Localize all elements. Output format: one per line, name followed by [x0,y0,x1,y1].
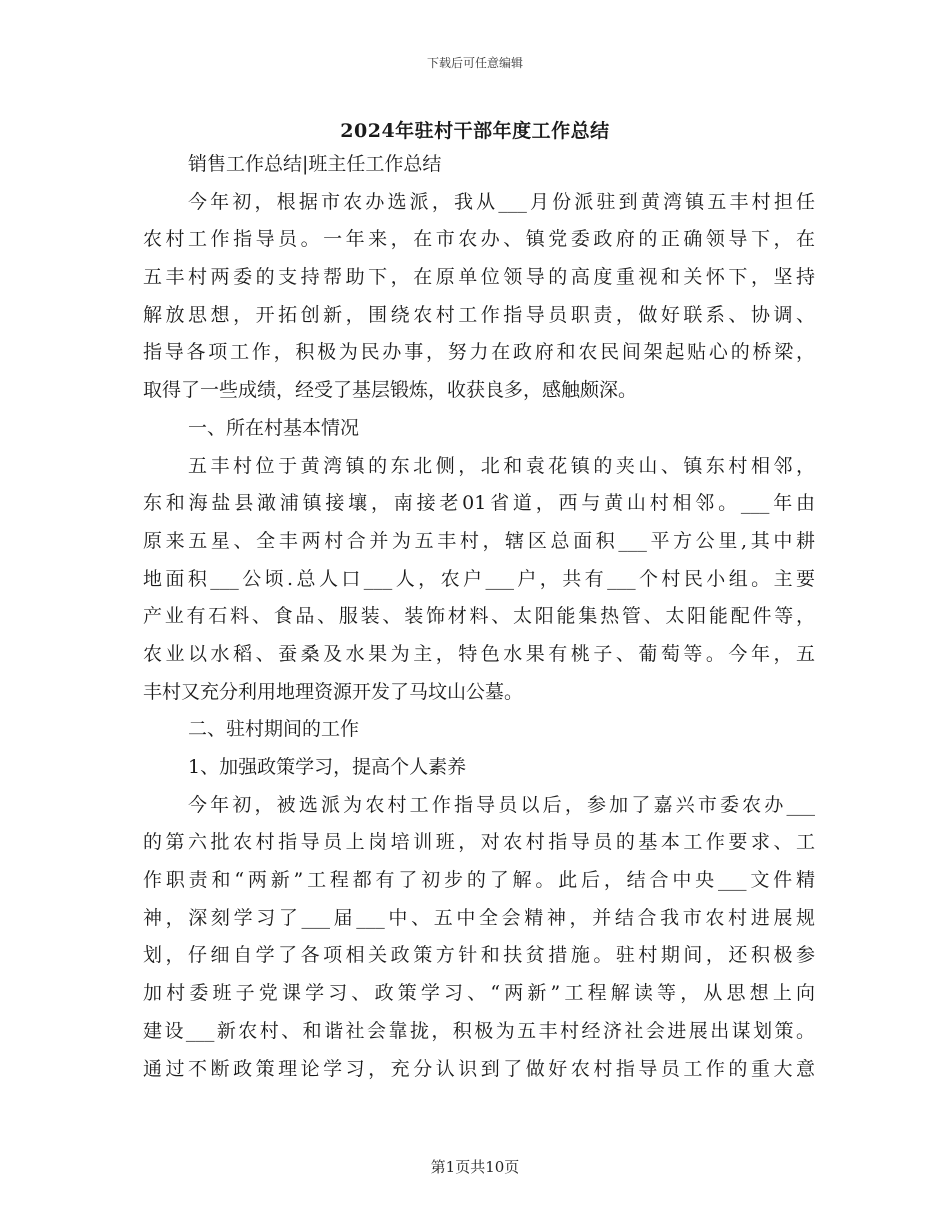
text-line: 农业以水稻、蚕桑及水果为主，特色水果有桃子、葡萄等。今年，五 [143,642,815,665]
text-line: 销售工作总结|班主任工作总结 [188,153,442,175]
text-line: 加村委班子党课学习、政策学习、“两新”工程解读等，从思想上向 [143,982,815,1005]
text-line: 今年初，根据市农办选派，我从___月份派驻到黄湾镇五丰村担任 [188,190,815,213]
text-line: 通过不断政策理论学习，充分认识到了做好农村指导员工作的重大意 [143,1057,815,1080]
page-footer: 第1页共10页 [430,1158,520,1176]
text-line: 二、驻村期间的工作 [188,718,360,741]
page-header-note: 下载后可任意编辑 [426,56,523,70]
text-line: 神，深刻学习了___届___中、五中全会精神，并结合我市农村进展规 [143,906,815,929]
document-body [143,146,815,1088]
text-line: 建设___新农村、和谐社会靠拢，积极为五丰村经济社会进展出谋划策。 [143,1019,815,1042]
text-line: 地面积___公顷.总人口___人，农户___户，共有___个村民小组。主要 [143,567,815,590]
text-line: 今年初，被选派为农村工作指导员以后，参加了嘉兴市委农办___ [188,793,815,816]
text-line: 东和海盐县澉浦镇接壤，南接老01省道，西与黄山村相邻。___年由 [143,492,815,515]
text-line: 划，仔细自学了各项相关政策方针和扶贫措施。驻村期间，还积极参 [143,944,815,967]
text-line: 取得了一些成绩，经受了基层锻炼，收获良多，感触颇深。 [143,379,638,402]
text-line: 原来五星、全丰两村合并为五丰村，辖区总面积___平方公里,其中耕 [143,529,815,552]
text-line: 丰村又充分利用地理资源开发了马坟山公墓。 [143,680,524,703]
text-line: 的第六批农村指导员上岗培训班，对农村指导员的基本工作要求、工 [143,831,815,854]
text-line: 五丰村位于黄湾镇的东北侧，北和袁花镇的夹山、镇东村相邻， [188,454,815,477]
text-line: 五丰村两委的支持帮助下，在原单位领导的高度重视和关怀下，坚持 [143,266,815,289]
text-line: 作职责和“两新”工程都有了初步的了解。此后，结合中央___文件精 [143,869,815,892]
text-line: 产业有石料、食品、服装、装饰材料、太阳能集热管、太阳能配件等， [143,605,815,628]
text-line: 一、所在村基本情况 [188,416,360,439]
text-line: 指导各项工作，积极为民办事，努力在政府和农民间架起贴心的桥梁， [143,341,815,364]
text-line: 解放思想，开拓创新，围绕农村工作指导员职责，做好联系、协调、 [143,303,815,326]
text-line: 农村工作指导员。一年来，在市农办、镇党委政府的正确领导下，在 [143,228,815,251]
text-line: 1、加强政策学习，提高个人素养 [188,756,467,778]
document-title: 2024年驻村干部年度工作总结 [340,120,610,142]
